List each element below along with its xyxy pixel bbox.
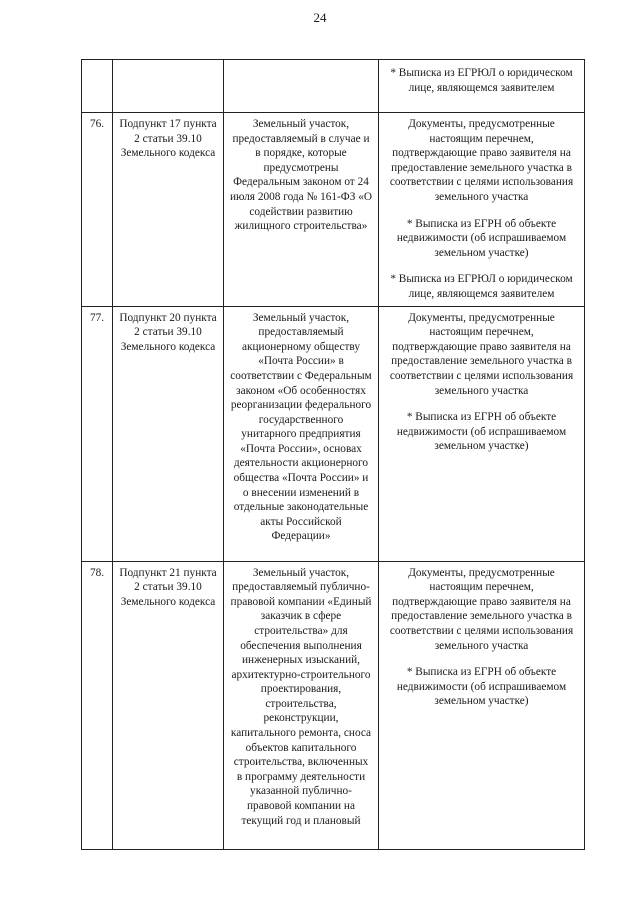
document-requirement-line: земельном участке) xyxy=(434,440,529,453)
document-requirement-line: настоящим перечнем, xyxy=(429,132,534,145)
row-number: 76. xyxy=(82,113,113,307)
row-number: 78. xyxy=(82,561,113,849)
document-requirement xyxy=(382,217,581,261)
land-plot-description-line: предоставляемый публично- xyxy=(232,581,370,594)
document-requirement-line: земельном участке) xyxy=(434,246,529,259)
table-row xyxy=(82,60,585,113)
legal-basis-line: Подпункт 20 пункта xyxy=(119,311,217,324)
row-number: 77. xyxy=(82,306,113,561)
land-plot-description-line: предоставляемый в случае и xyxy=(232,132,370,145)
land-plot-description-line: текущий год и плановый xyxy=(241,814,361,827)
land-plot-description-line: июля 2008 года № 161-ФЗ «О xyxy=(229,190,373,203)
land-plot-description-line: проектирования, xyxy=(260,683,342,696)
land-plot-description-line: «Почта России» в xyxy=(258,355,344,368)
land-plot-description-cell xyxy=(224,561,379,849)
document-requirement-line: * Выписка из ЕГРЮЛ о юридическом xyxy=(390,67,573,79)
land-plot-description-cell xyxy=(224,113,379,307)
document-requirement-line: * Выписка из ЕГРН об объекте xyxy=(406,217,557,230)
document-requirement-line: подтверждающие право заявителя на xyxy=(392,595,571,608)
land-plot-description-line: в программу деятельности xyxy=(236,770,366,783)
document-requirement-line: * Выписка из ЕГРН об объекте xyxy=(406,411,557,424)
required-documents-cell xyxy=(379,113,585,307)
document-requirement-line: * Выписка из ЕГРН об объекте xyxy=(406,666,557,679)
document-requirement-line: земельного участка xyxy=(434,384,529,397)
document-requirement-line: предоставление земельного участка в xyxy=(391,610,572,623)
legal-basis-line: Подпункт 21 пункта xyxy=(119,566,217,579)
page-number: 24 xyxy=(313,10,327,25)
document-requirement-line: настоящим перечнем, xyxy=(429,581,534,594)
land-plot-description-line: Федерации» xyxy=(271,530,331,543)
legal-basis-line: Подпункт 17 пункта xyxy=(119,118,217,130)
document-requirement-line: Документы, предусмотренные xyxy=(408,311,555,324)
document-requirement-line: подтверждающие право заявителя на xyxy=(392,340,571,353)
document-requirement-line: настоящим перечнем, xyxy=(429,326,534,339)
land-plot-description-line: законом «Об особенностях xyxy=(236,384,366,397)
land-plot-description-line: соответствии с Федеральным xyxy=(230,369,372,382)
land-plot-description-line: правовой компании на xyxy=(247,800,355,813)
document-requirement-line: соответствии с целями использования xyxy=(389,369,574,382)
document-requirement-line: недвижимости (об испрашиваемом xyxy=(396,425,567,438)
land-plot-description-line: деятельности акционерного xyxy=(233,457,369,470)
document-requirement-line: предоставление земельного участка в xyxy=(391,161,572,174)
land-plot-description-line: жилищного строительства» xyxy=(234,220,368,233)
land-plot-description-line: «Почта России», основах xyxy=(240,442,362,455)
land-plot-description-line: государственного xyxy=(258,413,344,426)
land-plot-description-line: строительства» для xyxy=(254,624,348,637)
land-plot-description-line: общества «Почта России» и xyxy=(233,472,369,485)
legal-basis-line: 2 статьи 39.10 xyxy=(134,581,202,594)
document-requirement-line: земельном участке) xyxy=(434,695,529,708)
land-plot-description-line: Земельный участок, xyxy=(252,566,350,579)
required-documents-cell xyxy=(379,306,585,561)
land-plot-description-cell xyxy=(224,306,379,561)
document-table xyxy=(81,59,585,850)
land-plot-description-cell xyxy=(224,60,379,113)
land-plot-description-line: инженерных изысканий, xyxy=(242,654,360,667)
land-plot-description-line: о внесении изменений в xyxy=(242,486,360,499)
legal-basis-line: Земельного кодекса xyxy=(120,340,216,353)
document-requirement-line: предоставление земельного участка в xyxy=(391,355,572,368)
document-requirement-line: земельного участка xyxy=(434,639,529,652)
land-plot-description-line: Земельный участок, xyxy=(252,311,350,324)
legal-basis-cell xyxy=(113,113,224,307)
land-plot-description-line: в порядке, которые xyxy=(255,147,347,160)
legal-basis-line: 2 статьи 39.10 xyxy=(134,132,202,145)
document-requirement-line: лице, являющемся заявителем xyxy=(408,81,555,94)
land-plot-description-line: строительства, xyxy=(265,697,337,710)
legal-basis-line: Земельного кодекса xyxy=(120,147,216,160)
land-plot-description-line: реорганизации федерального xyxy=(230,399,372,412)
legal-basis-cell xyxy=(113,306,224,561)
land-plot-description-line: реконструкции, xyxy=(263,712,339,725)
land-plot-description-line: предоставляемый xyxy=(258,326,344,339)
document-requirement-line: недвижимости (об испрашиваемом xyxy=(396,680,567,693)
required-documents-cell xyxy=(379,60,585,113)
land-plot-description-line: объектов капитального xyxy=(245,741,357,754)
required-documents-cell xyxy=(379,561,585,849)
land-plot-description-line: отдельные законодательные xyxy=(233,501,369,514)
land-plot-description-line: указанной публично- xyxy=(250,785,352,798)
land-plot-description-line: акционерному обществу xyxy=(242,340,360,353)
document-requirement-line: * Выписка из ЕГРЮЛ о юридическом xyxy=(390,273,573,286)
land-plot-description-line: обеспечения выполнения xyxy=(240,639,362,652)
land-plot-description-line: Федеральным законом от 24 xyxy=(233,176,369,189)
land-plot-description-line: капитального ремонта, сноса xyxy=(230,727,372,740)
document-requirement-line: земельного участка xyxy=(434,190,529,203)
legal-basis-line: 2 статьи 39.10 xyxy=(134,326,202,339)
table-row xyxy=(82,113,585,307)
document-requirement-line: Документы, предусмотренные xyxy=(408,118,555,130)
legal-basis-cell xyxy=(113,60,224,113)
document-requirement xyxy=(382,566,581,654)
document-requirement-line: Документы, предусмотренные xyxy=(408,566,555,579)
document-requirement xyxy=(382,311,581,399)
table-row xyxy=(82,306,585,561)
land-plot-description-line: акты Российской xyxy=(260,515,342,528)
land-plot-description-line: строительства, включенных xyxy=(233,756,369,769)
document-requirement xyxy=(382,66,581,95)
document-requirement xyxy=(382,665,581,709)
legal-basis-cell xyxy=(113,561,224,849)
land-plot-description-line: унитарного предприятия xyxy=(241,428,361,441)
land-plot-description-line: правовой компании «Единый xyxy=(230,595,372,608)
land-plot-description-line: архитектурно-строительного xyxy=(231,668,371,681)
document-requirement xyxy=(382,410,581,454)
document-requirement xyxy=(382,272,581,301)
land-plot-description-line: предусмотрены xyxy=(263,161,339,174)
document-requirement-line: подтверждающие право заявителя на xyxy=(392,147,571,160)
land-plot-description-line: содействии развитию xyxy=(249,205,353,218)
document-requirement-line: недвижимости (об испрашиваемом xyxy=(396,232,567,245)
document-requirement xyxy=(382,117,581,205)
legal-basis-line: Земельного кодекса xyxy=(120,595,216,608)
land-plot-description-line: заказчик в сфере xyxy=(260,610,342,623)
document-requirement-line: лице, являющемся заявителем xyxy=(408,287,555,300)
land-plot-description-line: Земельный участок, xyxy=(252,118,350,130)
document-requirement-line: соответствии с целями использования xyxy=(389,176,574,189)
table-row xyxy=(82,561,585,849)
row-number xyxy=(82,60,113,113)
document-requirement-line: соответствии с целями использования xyxy=(389,624,574,637)
